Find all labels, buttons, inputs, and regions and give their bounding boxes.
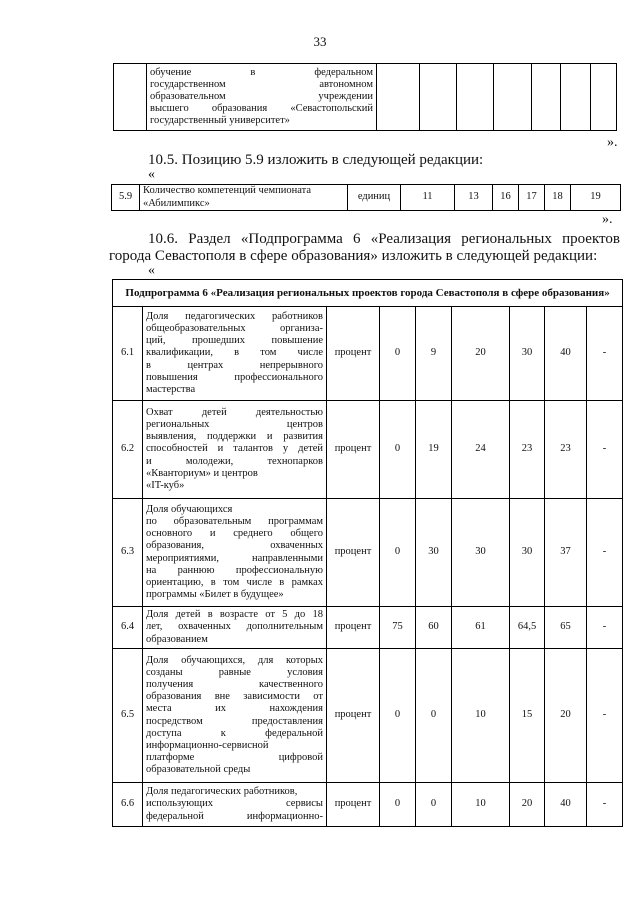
name-line: лет, охваченных дополнительным bbox=[146, 621, 323, 633]
row-name bbox=[143, 607, 327, 649]
value-cell: 20 bbox=[452, 307, 510, 401]
value-cell: 20 bbox=[545, 649, 587, 783]
name-line: Охват детей деятельностью bbox=[146, 407, 323, 419]
value-cell: 0 bbox=[380, 307, 416, 401]
value-cell: 23 bbox=[545, 401, 587, 499]
table-row bbox=[112, 185, 621, 211]
row-unit: процент bbox=[327, 401, 380, 499]
subprogram-6-table bbox=[112, 279, 623, 827]
name-line: образованием bbox=[146, 633, 208, 645]
value-cell: 30 bbox=[416, 499, 452, 607]
amendment-10-5: 10.5. Позицию 5.9 изложить в следующей редакции: bbox=[148, 152, 484, 168]
value-cell: 40 bbox=[545, 783, 587, 827]
name-line: созданы равные условия bbox=[146, 667, 323, 679]
value-cell: 75 bbox=[380, 607, 416, 649]
value-cell: - bbox=[587, 783, 623, 827]
row-unit: процент bbox=[327, 649, 380, 783]
fragment-cell bbox=[420, 64, 457, 131]
row-name bbox=[143, 401, 327, 499]
fragment-table bbox=[113, 63, 617, 131]
page-number: 33 bbox=[313, 34, 327, 49]
table-row bbox=[113, 499, 623, 607]
name-line: Доля педагогических работников, bbox=[146, 786, 298, 798]
table-row bbox=[113, 607, 623, 649]
row-num: 6.4 bbox=[113, 607, 143, 649]
row-unit: процент bbox=[327, 607, 380, 649]
fragment-cell bbox=[532, 64, 561, 131]
name-line: общеобразовательных организа- bbox=[146, 323, 323, 335]
value-cell: 30 bbox=[510, 499, 545, 607]
name-line: квалификации, в том числе bbox=[146, 347, 323, 359]
value-cell: 11 bbox=[401, 185, 455, 211]
value-cell: 40 bbox=[545, 307, 587, 401]
open-quote: « bbox=[148, 167, 155, 182]
table-row bbox=[113, 307, 623, 401]
name-line: Доля педагогических работников bbox=[146, 311, 323, 323]
row-num: 6.6 bbox=[113, 783, 143, 827]
value-cell: 64,5 bbox=[510, 607, 545, 649]
name-line: выявления, поддержки и развития bbox=[146, 431, 323, 443]
value-cell: 60 bbox=[416, 607, 452, 649]
value-cell: 30 bbox=[452, 499, 510, 607]
amendment-10-6-line2: города Севастополя в сфере образования» изложить в следующей редакции: bbox=[109, 248, 598, 264]
name-line: Доля обучающихся, для которых bbox=[146, 655, 323, 667]
fragment-text-cell bbox=[147, 64, 377, 131]
close-quote: ». bbox=[607, 135, 618, 150]
value-cell: 30 bbox=[510, 307, 545, 401]
name-line: способностей и талантов у детей bbox=[146, 443, 323, 455]
row-unit: единиц bbox=[348, 185, 401, 211]
row-num: 6.2 bbox=[113, 401, 143, 499]
position-5-9-table bbox=[111, 184, 621, 211]
row-num: 6.3 bbox=[113, 499, 143, 607]
name-line: места их нахождения bbox=[146, 703, 323, 715]
name-line: Доля обучающихся bbox=[146, 504, 233, 516]
fragment-cell bbox=[494, 64, 532, 131]
row-name bbox=[143, 783, 327, 827]
row-num: 6.5 bbox=[113, 649, 143, 783]
row-unit: процент bbox=[327, 783, 380, 827]
name-line: по образовательным программам bbox=[146, 516, 323, 528]
name-line: доступа к федеральной bbox=[146, 727, 323, 739]
name-line: образования вне зависимости от bbox=[146, 691, 323, 703]
value-cell: 20 bbox=[510, 783, 545, 827]
value-cell: 0 bbox=[380, 649, 416, 783]
value-cell: 23 bbox=[510, 401, 545, 499]
value-cell: 0 bbox=[380, 499, 416, 607]
name-line: использующих сервисы bbox=[146, 798, 323, 810]
name-line: «IT-куб» bbox=[146, 479, 185, 491]
row-num: 5.9 bbox=[112, 185, 140, 211]
row-name: Количество компетенций чемпионата «Абилимпикс» bbox=[140, 185, 348, 211]
value-cell: 0 bbox=[380, 401, 416, 499]
close-quote: ». bbox=[602, 212, 613, 227]
table-row bbox=[113, 401, 623, 499]
fragment-cell bbox=[377, 64, 420, 131]
section-header: Подпрограмма 6 «Реализация региональных проектов города Севастополя в сфере образования» bbox=[113, 280, 623, 307]
name-line: мероприятиями, направленными bbox=[146, 552, 323, 564]
name-line: информационно-сервисной bbox=[146, 739, 269, 751]
value-cell: 18 bbox=[545, 185, 571, 211]
name-line: в центрах непрерывного bbox=[146, 359, 323, 371]
fragment-cell bbox=[457, 64, 494, 131]
amendment-10-6-line1: 10.6. Раздел «Подпрограмма 6 «Реализация региональных проектов bbox=[148, 231, 620, 247]
value-cell: 65 bbox=[545, 607, 587, 649]
value-cell: - bbox=[587, 499, 623, 607]
value-cell: 19 bbox=[571, 185, 621, 211]
value-cell: - bbox=[587, 607, 623, 649]
name-line: образования, охваченных bbox=[146, 540, 323, 552]
name-line: региональных центров bbox=[146, 419, 323, 431]
value-cell: 0 bbox=[380, 783, 416, 827]
row-name bbox=[143, 649, 327, 783]
name-line: Доля детей в возрасте от 5 до 18 bbox=[146, 609, 323, 621]
value-cell: 15 bbox=[510, 649, 545, 783]
value-cell: 16 bbox=[493, 185, 519, 211]
name-line: «Кванториум» и центров bbox=[146, 467, 258, 479]
value-cell: 10 bbox=[452, 649, 510, 783]
name-line: мастерства bbox=[146, 383, 196, 395]
fragment-num-cell bbox=[114, 64, 147, 131]
name-line: образовательной среды bbox=[146, 763, 251, 775]
value-cell: 9 bbox=[416, 307, 452, 401]
name-line: основного и среднего общего bbox=[146, 528, 323, 540]
row-name bbox=[143, 307, 327, 401]
value-cell: 37 bbox=[545, 499, 587, 607]
name-line: ций, прошедших повышение bbox=[146, 335, 323, 347]
name-line: ориентацию, в том числе в рамках bbox=[146, 576, 323, 588]
value-cell: 13 bbox=[455, 185, 493, 211]
fragment-line: государственном автономном bbox=[150, 78, 373, 90]
name-line: и молодежи, технопарков bbox=[146, 455, 323, 467]
name-line: посредством предоставления bbox=[146, 715, 323, 727]
value-cell: 61 bbox=[452, 607, 510, 649]
fragment-line: образовательном учреждении bbox=[150, 90, 373, 102]
row-unit: процент bbox=[327, 307, 380, 401]
value-cell: 0 bbox=[416, 649, 452, 783]
table-row bbox=[113, 783, 623, 827]
name-line: программы «Билет в будущее» bbox=[146, 588, 284, 600]
value-cell: 10 bbox=[452, 783, 510, 827]
fragment-line: государственный университет» bbox=[150, 115, 290, 127]
value-cell: 0 bbox=[416, 783, 452, 827]
row-name bbox=[143, 499, 327, 607]
row-num: 6.1 bbox=[113, 307, 143, 401]
fragment-line: высшего образования «Севастопольский bbox=[150, 103, 373, 115]
value-cell: - bbox=[587, 401, 623, 499]
fragment-cell bbox=[561, 64, 591, 131]
name-line: повышения профессионального bbox=[146, 371, 323, 383]
value-cell: - bbox=[587, 307, 623, 401]
fragment-cell bbox=[591, 64, 617, 131]
value-cell: 19 bbox=[416, 401, 452, 499]
name-line: получения качественного bbox=[146, 679, 323, 691]
table-row bbox=[113, 649, 623, 783]
open-quote: « bbox=[148, 263, 155, 278]
value-cell: - bbox=[587, 649, 623, 783]
fragment-line: обучение в федеральном bbox=[150, 66, 373, 78]
value-cell: 24 bbox=[452, 401, 510, 499]
value-cell: 17 bbox=[519, 185, 545, 211]
row-unit: процент bbox=[327, 499, 380, 607]
name-line: платформе цифровой bbox=[146, 751, 323, 763]
name-line: на раннюю профессиональную bbox=[146, 564, 323, 576]
name-line: федеральной информационно- bbox=[146, 810, 323, 822]
